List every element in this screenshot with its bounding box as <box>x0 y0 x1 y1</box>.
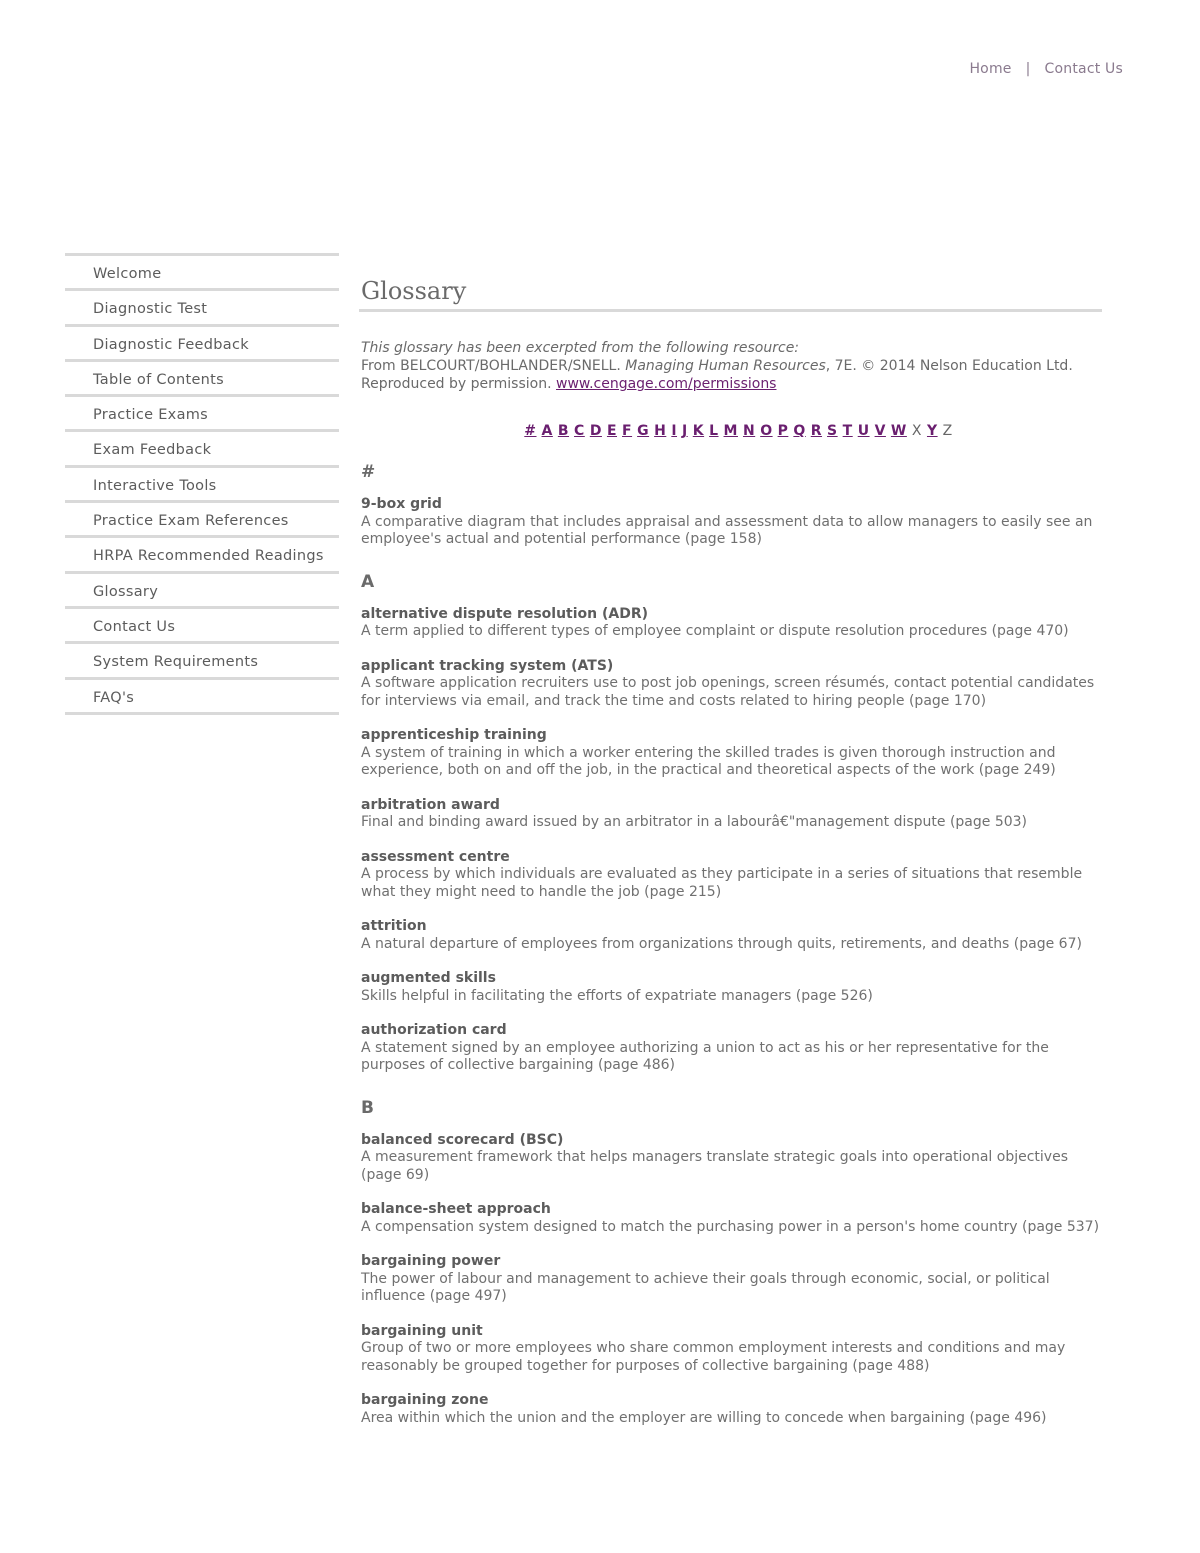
glossary-definition: A system of training in which a worker entering the skilled trades is given thorough instruction and experience, both on and off the job, in the practical and theoretical aspects of the work (page 249) <box>361 744 1056 778</box>
glossary-term: bargaining zone <box>361 1392 489 1408</box>
page-title: Glossary <box>359 277 1102 312</box>
alpha-link-d[interactable]: D <box>589 423 602 439</box>
glossary-entry <box>359 496 1102 549</box>
glossary-definition: A software application recruiters use to post job openings, screen résumés, contact potential candidates for interviews via email, and track the time and costs related to hiring people (page 170) <box>361 675 1095 709</box>
section-heading-b: B <box>361 1097 374 1118</box>
alpha-link-o[interactable]: O <box>760 423 773 439</box>
glossary-entry <box>359 658 1102 711</box>
sidebar-item-welcome[interactable]: Welcome <box>65 256 339 291</box>
sidebar-item-practice-exams[interactable]: Practice Exams <box>65 397 339 432</box>
sidebar-item-practice-exam-references[interactable]: Practice Exam References <box>65 503 339 538</box>
sidebar-item-table-of-contents[interactable]: Table of Contents <box>65 362 339 397</box>
alpha-link-i[interactable]: I <box>671 423 678 439</box>
top-navigation <box>969 61 1123 77</box>
glossary-entry <box>359 1201 1102 1236</box>
alpha-link-v[interactable]: V <box>874 423 886 439</box>
glossary-entry <box>359 970 1102 1005</box>
glossary-entry <box>359 1132 1102 1185</box>
glossary-definition: A compensation system designed to match the purchasing power in a person's home country (page 537) <box>361 1218 1100 1235</box>
sidebar-item-faqs[interactable]: FAQ's <box>65 680 339 715</box>
sidebar-item-diagnostic-feedback[interactable]: Diagnostic Feedback <box>65 327 339 362</box>
glossary-term: 9-box grid <box>361 496 442 512</box>
section-heading-hash: # <box>361 462 376 482</box>
glossary-definition: A natural departure of employees from organizations through quits, retirements, and deaths (page 67) <box>361 935 1082 952</box>
glossary-definition: Final and binding award issued by an arbitrator in a labourâ€"management dispute (page 503) <box>361 814 1028 830</box>
section-heading-a: A <box>361 571 375 592</box>
alphabet-index <box>359 423 1102 439</box>
main-content <box>359 277 1102 1444</box>
sidebar-item-contact-us[interactable]: Contact Us <box>65 609 339 644</box>
glossary-term: balanced scorecard (BSC) <box>361 1131 564 1148</box>
alpha-link-hash[interactable]: # <box>524 423 537 439</box>
alpha-link-g[interactable]: G <box>637 423 650 439</box>
alpha-link-f[interactable]: F <box>622 423 633 439</box>
intro-citation <box>361 357 1102 393</box>
glossary-definition: A term applied to different types of employee complaint or dispute resolution procedures (page 470) <box>361 623 1069 639</box>
glossary-entry <box>359 727 1102 780</box>
glossary-entry <box>359 797 1102 832</box>
sidebar-item-diagnostic-test[interactable]: Diagnostic Test <box>65 291 339 326</box>
glossary-term: apprenticeship training <box>361 727 547 743</box>
sidebar-menu <box>65 253 339 715</box>
alpha-link-q[interactable]: Q <box>793 423 806 439</box>
alpha-link-a[interactable]: A <box>541 423 553 439</box>
glossary-term: applicant tracking system (ATS) <box>361 657 614 674</box>
glossary-term: assessment centre <box>361 848 510 865</box>
glossary-term: attrition <box>361 918 427 934</box>
contact-us-link[interactable]: Contact Us <box>1044 61 1123 77</box>
glossary-definition: Area within which the union and the employer are willing to concede when bargaining (page 496) <box>361 1409 1047 1426</box>
glossary-definition: Group of two or more employees who share common employment interests and conditions and may reasonably be grouped together for purposes of collective bargaining (page 488) <box>361 1340 1066 1374</box>
glossary-term: arbitration award <box>361 796 500 813</box>
alpha-link-r[interactable]: R <box>810 423 823 439</box>
glossary-definition: A process by which individuals are evaluated as they participate in a series of situations that resemble what they might need to handle the job (page 215) <box>361 866 1083 900</box>
alpha-link-m[interactable]: M <box>723 423 738 439</box>
glossary-term: balance-sheet approach <box>361 1201 551 1217</box>
glossary-entry <box>359 849 1102 902</box>
sidebar-item-exam-feedback[interactable]: Exam Feedback <box>65 432 339 467</box>
glossary-definition: A comparative diagram that includes appraisal and assessment data to allow managers to easily see an employee's actual and potential performance (page 158) <box>361 513 1093 547</box>
glossary-entry <box>359 1392 1102 1427</box>
alpha-link-t[interactable]: T <box>842 423 853 439</box>
sidebar-item-interactive-tools[interactable]: Interactive Tools <box>65 468 339 503</box>
glossary-entry <box>359 1022 1102 1075</box>
source-citation <box>359 339 1102 393</box>
glossary-entry <box>359 606 1102 641</box>
glossary-term: augmented skills <box>361 970 496 986</box>
nav-separator: | <box>1025 61 1031 77</box>
intro-edition: , 7E. © 2014 Nelson Education Ltd. Reproduced by permission. <box>361 358 1073 392</box>
alpha-link-e[interactable]: E <box>606 423 618 439</box>
sidebar-item-glossary[interactable]: Glossary <box>65 574 339 609</box>
glossary-definition: Skills helpful in facilitating the efforts of expatriate managers (page 526) <box>361 987 873 1004</box>
alpha-link-k[interactable]: K <box>692 423 705 439</box>
glossary-term: alternative dispute resolution (ADR) <box>361 605 649 622</box>
alpha-link-b[interactable]: B <box>557 423 570 439</box>
alpha-link-c[interactable]: C <box>574 423 585 439</box>
alpha-link-s[interactable]: S <box>827 423 838 439</box>
glossary-definition: A measurement framework that helps managers translate strategic goals into operational objectives (page 69) <box>361 1149 1068 1183</box>
glossary-entry <box>359 1323 1102 1376</box>
alpha-link-h[interactable]: H <box>654 423 667 439</box>
intro-from: From BELCOURT/BOHLANDER/SNELL. <box>361 358 626 374</box>
glossary-entry <box>359 918 1102 953</box>
book-title: Managing Human Resources <box>625 358 826 374</box>
alpha-link-u[interactable]: U <box>857 423 870 439</box>
alpha-letter-x: X <box>911 423 922 439</box>
intro-lead: This glossary has been excerpted from the following resource: <box>361 340 800 356</box>
sidebar-item-hrpa-recommended-readings[interactable]: HRPA Recommended Readings <box>65 538 339 573</box>
glossary-term: bargaining unit <box>361 1322 483 1339</box>
permissions-link[interactable]: www.cengage.com/permissions <box>556 376 777 392</box>
alpha-link-p[interactable]: P <box>777 423 789 439</box>
glossary-definition: The power of labour and management to achieve their goals through economic, social, or political influence (page 497) <box>361 1270 1050 1304</box>
alpha-link-l[interactable]: L <box>709 423 719 439</box>
alpha-link-n[interactable]: N <box>742 423 756 439</box>
glossary-term: authorization card <box>361 1022 507 1038</box>
alpha-link-w[interactable]: W <box>890 423 907 439</box>
sidebar-item-system-requirements[interactable]: System Requirements <box>65 644 339 679</box>
alpha-link-y[interactable]: Y <box>926 423 938 439</box>
glossary-entry <box>359 1253 1102 1306</box>
glossary-definition: A statement signed by an employee authorizing a union to act as his or her representative for the purposes of collective bargaining (page 486) <box>361 1039 1049 1073</box>
alpha-letter-z: Z <box>942 423 953 439</box>
alpha-link-j[interactable]: J <box>682 423 688 439</box>
home-link[interactable]: Home <box>969 61 1012 77</box>
glossary-term: bargaining power <box>361 1253 501 1269</box>
